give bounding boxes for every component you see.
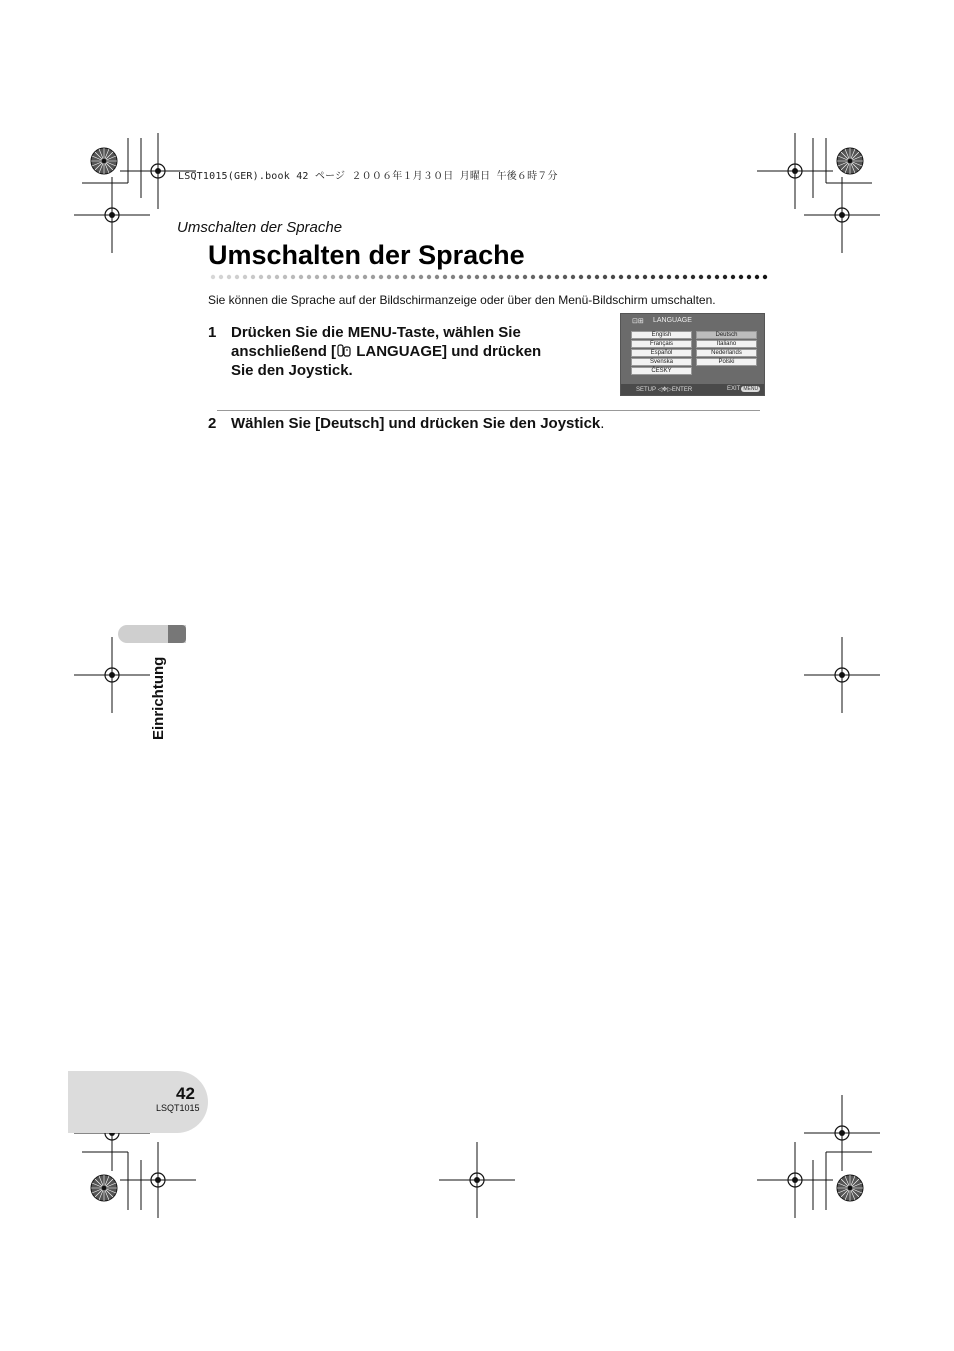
rule-dot bbox=[459, 275, 463, 279]
step-line: Drücken Sie die MENU-Taste, wählen Sie bbox=[231, 324, 521, 341]
rule-dot bbox=[763, 275, 767, 279]
rule-dot bbox=[419, 275, 423, 279]
rule-dot bbox=[259, 275, 263, 279]
lang-option: Español bbox=[631, 349, 692, 357]
step-number: 1 bbox=[208, 324, 217, 341]
rule-dot bbox=[275, 275, 279, 279]
rule-dot bbox=[611, 275, 615, 279]
rule-dot bbox=[627, 275, 631, 279]
section-tab-marker bbox=[168, 625, 186, 643]
step-line-prefix: anschließend [ bbox=[231, 343, 337, 360]
language-icon bbox=[336, 344, 352, 358]
rule-dot bbox=[371, 275, 375, 279]
sunburst-target-icon bbox=[837, 1175, 863, 1201]
rule-dot bbox=[491, 275, 495, 279]
rule-dot bbox=[755, 275, 759, 279]
menu-footer-right bbox=[727, 386, 760, 392]
rule-dot bbox=[555, 275, 559, 279]
rule-dot bbox=[747, 275, 751, 279]
rule-dot bbox=[483, 275, 487, 279]
step-2 bbox=[208, 414, 808, 436]
rule-dot bbox=[667, 275, 671, 279]
rule-dot bbox=[307, 275, 311, 279]
rule-dot bbox=[715, 275, 719, 279]
doc-code: LSQT1015 bbox=[156, 1103, 200, 1113]
rule-dot bbox=[251, 275, 255, 279]
rule-dot bbox=[651, 275, 655, 279]
rule-dot bbox=[267, 275, 271, 279]
menu-footer bbox=[621, 384, 764, 395]
section-label: Einrichtung bbox=[150, 656, 167, 740]
rule-dot bbox=[731, 275, 735, 279]
rule-dot bbox=[587, 275, 591, 279]
dotted-rule bbox=[210, 274, 768, 280]
registration-mark-icon bbox=[804, 637, 880, 713]
rule-dot bbox=[315, 275, 319, 279]
rule-dot bbox=[331, 275, 335, 279]
registration-mark-icon bbox=[74, 637, 150, 713]
rule-dot bbox=[411, 275, 415, 279]
rule-dot bbox=[323, 275, 327, 279]
rule-dot bbox=[675, 275, 679, 279]
lang-option-selected: Deutsch bbox=[696, 331, 757, 339]
registration-mark-icon bbox=[757, 1142, 833, 1218]
step-text-main: Wählen Sie [Deutsch] und drücken Sie den Joystick bbox=[231, 415, 601, 432]
rule-dot bbox=[499, 275, 503, 279]
intro-text: Sie können die Sprache auf der Bildschirmanzeige oder über den Menü-Bildschirm umschalten. bbox=[208, 293, 716, 307]
lang-option: Polski bbox=[696, 358, 757, 366]
rule-dot bbox=[363, 275, 367, 279]
menu-icon: ⊡⊞ bbox=[632, 318, 644, 325]
rule-dot bbox=[387, 275, 391, 279]
rule-dot bbox=[475, 275, 479, 279]
exit-label: EXIT bbox=[727, 386, 741, 392]
rule-dot bbox=[699, 275, 703, 279]
rule-dot bbox=[691, 275, 695, 279]
rule-dot bbox=[547, 275, 551, 279]
rule-dot bbox=[243, 275, 247, 279]
registration-mark-icon bbox=[74, 177, 150, 253]
running-head: Umschalten der Sprache bbox=[177, 219, 343, 236]
rule-dot bbox=[659, 275, 663, 279]
rule-dot bbox=[739, 275, 743, 279]
rule-dot bbox=[539, 275, 543, 279]
sunburst-target-icon bbox=[837, 148, 863, 174]
rule-dot bbox=[515, 275, 519, 279]
rule-dot bbox=[507, 275, 511, 279]
menu-button-icon: MENU bbox=[743, 386, 759, 392]
rule-dot bbox=[707, 275, 711, 279]
rule-dot bbox=[355, 275, 359, 279]
step-line-suffix: LANGUAGE] und drücken bbox=[352, 343, 542, 360]
menu-title: LANGUAGE bbox=[653, 317, 692, 324]
print-header: LSQT1015(GER).book 42 ページ ２００６年１月３０日 月曜日 午後６時７分 bbox=[178, 171, 558, 182]
registration-mark-icon bbox=[757, 133, 833, 209]
rule-dot bbox=[283, 275, 287, 279]
rule-dot bbox=[339, 275, 343, 279]
rule-dot bbox=[619, 275, 623, 279]
step-line: Sie den Joystick. bbox=[231, 362, 353, 379]
rule-dot bbox=[219, 275, 223, 279]
rule-dot bbox=[723, 275, 727, 279]
rule-dot bbox=[211, 275, 215, 279]
rule-dot bbox=[443, 275, 447, 279]
rule-dot bbox=[579, 275, 583, 279]
step-text bbox=[231, 323, 541, 380]
rule-dot bbox=[531, 275, 535, 279]
lang-option: Svenska bbox=[631, 358, 692, 366]
rule-dot bbox=[235, 275, 239, 279]
lang-option: Français bbox=[631, 340, 692, 348]
rule-dot bbox=[451, 275, 455, 279]
rule-dot bbox=[571, 275, 575, 279]
lang-option: ČESKY bbox=[631, 367, 692, 375]
registration-mark-icon bbox=[120, 1142, 196, 1218]
rule-dot bbox=[427, 275, 431, 279]
rule-dot bbox=[683, 275, 687, 279]
lang-option: Italiano bbox=[696, 340, 757, 348]
registration-mark-icon bbox=[804, 1095, 880, 1171]
rule-dot bbox=[291, 275, 295, 279]
rule-dot bbox=[467, 275, 471, 279]
lang-option: English bbox=[631, 331, 692, 339]
step-divider bbox=[217, 410, 760, 411]
rule-dot bbox=[603, 275, 607, 279]
language-menu-screenshot bbox=[620, 313, 765, 396]
step-text bbox=[231, 414, 604, 433]
rule-dot bbox=[347, 275, 351, 279]
rule-dot bbox=[523, 275, 527, 279]
rule-dot bbox=[643, 275, 647, 279]
registration-mark-icon bbox=[804, 177, 880, 253]
step-number: 2 bbox=[208, 415, 217, 432]
page-number: 42 bbox=[176, 1084, 195, 1103]
rule-dot bbox=[379, 275, 383, 279]
lang-option: Nederlands bbox=[696, 349, 757, 357]
rule-dot bbox=[635, 275, 639, 279]
step-1 bbox=[208, 323, 588, 383]
step-text-period: . bbox=[600, 415, 605, 432]
rule-dot bbox=[435, 275, 439, 279]
rule-dot bbox=[299, 275, 303, 279]
rule-dot bbox=[563, 275, 567, 279]
registration-mark-icon bbox=[439, 1142, 515, 1218]
rule-dot bbox=[595, 275, 599, 279]
menu-footer-left: SETUP ◁✥▷ENTER bbox=[636, 387, 693, 393]
sunburst-target-icon bbox=[91, 1175, 117, 1201]
rule-dot bbox=[403, 275, 407, 279]
rule-dot bbox=[395, 275, 399, 279]
rule-dot bbox=[227, 275, 231, 279]
sunburst-target-icon bbox=[91, 148, 117, 174]
page-title: Umschalten der Sprache bbox=[208, 240, 525, 270]
step-line bbox=[231, 342, 541, 361]
